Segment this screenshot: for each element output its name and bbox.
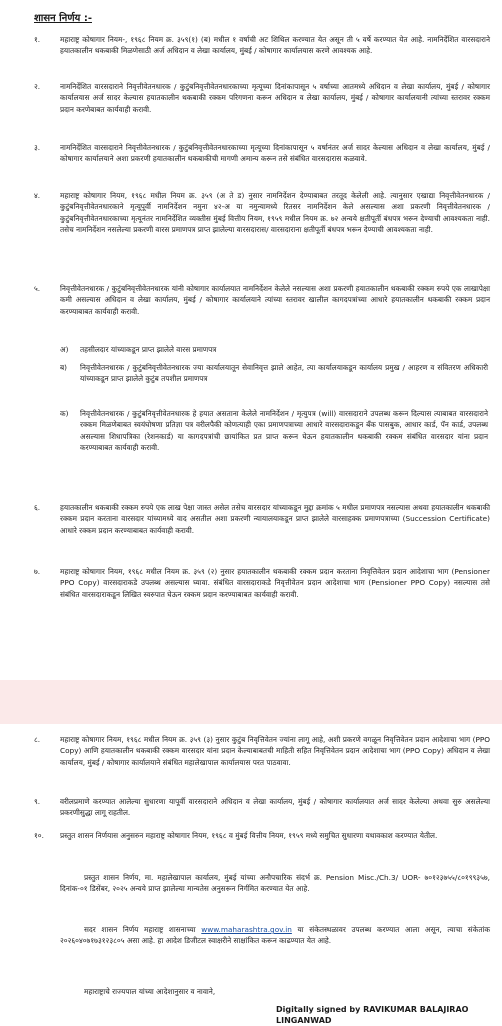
list-item-5: ५. निवृत्तीवेतनधारक / कुटुंबनिवृत्तीवेतनधारक यांनी कोषागार कार्यालयात नामनिर्देशन केलेले नसल्यास अशा प्रकरणी हयातकालीन थकबाकी रक्कम रुपये एक लाखापेक्षा कमी असल्यास अधिदान व लेखा कार्यालय, मुंबई / कोषागार कार्यालयाने त्यांच्या स्तरावर खालील कागदपत्रांच्या आधारे हयातकालीन थकबाकी रक्कम प्रदान करण्याबाबत कार्यवाही करावी. <box>34 284 490 316</box>
digital-signature: Digitally signed by RAVIKUMAR BALAJIRAO LINGANWAD <box>276 1005 469 1025</box>
list-item-8: ८. महाराष्ट्र कोषागार नियम, १९६८ मधील नियम क्र. ३५९ (३) नुसार कुटुंब निवृत्तिवेतन ज्यांना लागू आहे, अशी प्रकरणे वगळून निवृत्तिवेतन प्रदान आदेशाचा भाग (PPO Copy) आणि हयातकालीन थकबाकी रक्कम वारसदार यांना प्रदान केल्याबाबतची माहिती सहित निवृत्तिवेतन प्रदान आदेशाचा भाग (PPO Copy) अधिदान व लेखा कार्यालय, मुंबई / कोषागार कार्यालयाने संबंधित महालेखापाल कार्यालयास परत पाठवावा. <box>34 735 490 767</box>
list-item-2: २. नामनिर्देशित वारसदाराने निवृत्तीवेतनधारक / कुटुंबनिवृत्तीवेतनधारकाच्या मृत्यूच्या दिनांकापासून ५ वर्षाच्या आतमध्ये अधिदान व लेखा कार्यालय, मुंबई / कोषागार कार्यालयास अर्ज सादर केल्यास हयातकालीन थकबाकी रक्कम परिगणना करून अधिदान व लेखा कार्यालय, मुंबई / कोषागार कार्यालयानी त्यांच्या स्तरावर रक्कम प्रदान करणेबाबत कार्यवाही करावी. <box>34 82 490 114</box>
list-item-4: ४. महाराष्ट्र कोषागार नियम, १९६८ मधील नियम क्र. ३५९ (अ ते ड) नुसार नामनिर्देशन देण्याबाबत तरतूद केलेली आहे. त्यानुसार एखाद्या निवृत्तीवेतनधारक / कुटुंबनिवृत्तीवेतनधारकाने मृत्यूपूर्वी नामनिर्देशन नमुना ४२-अ या नमुन्यामध्ये रितसर नामनिर्देशन केले असल्यास अशा प्रकरणी निवृत्तीवेतनधारक / कुटुंबनिवृत्तीवेतनधारकाच्या मृत्यूनंतर नामनिर्देशित व्यक्तीस मुंबई वित्तीय नियम, १९५९ मधील नियम क्र. ७२ अन्वये क्षतीपूर्ती बंधपत्र भरून देण्याची आवश्यकता नाही. तसेच नामनिर्देशन नसलेल्या प्रकरणी वारस प्रमाणपत्र प्राप्त झालेल्या वारसदारास/ वारसदाराना क्षतीपूर्ती बंधपत्र भरून देण्याची आवश्यकता नाही. <box>34 191 490 235</box>
document-page-2 <box>0 724 502 1024</box>
sub-item-a: अ) तहसीलदार यांच्याकडून प्राप्त झालेले वारस प्रमाणपत्र <box>60 345 217 354</box>
list-item-7: ७. महाराष्ट्र कोषागार नियम, १९६८ मधील नियम क्र. ३५९ (२) नुसार हयातकालीन थकबाकी रक्कम प्रदान करताना निवृत्तिवेतन प्रदान आदेशाचा भाग (Pensioner PPO Copy) वारसदाराकडे उपलब्ध असल्यास घ्यावा. संबंधित वारसदाराकडे निवृत्तीवेतन प्रदान आदेशाचा भाग (Pensioner PPO Copy) नसल्यास तसे संबंधित वारसदाराकडून लिखित स्वरुपात घेऊन रक्कम प्रदान करण्याबाबत कार्यवाही करावी. <box>34 567 490 599</box>
list-item-10: १०. प्रस्तुत शासन निर्णयास अनुसरुन महाराष्ट्र कोषागार नियम, १९६८ व मुंबई वित्तीय नियम, १९५९ मध्ये समुचित सुधारणा यथावकाश करण्यात येतील. <box>34 831 438 840</box>
list-item-1: १. महाराष्ट्र कोषागार नियम-, १९६८ नियम क्र. ३५९(१) (ब) मधील १ वर्षाची अट शिथिल करण्यात येत असून ती ५ वर्षे करण्यात येत आहे. नामनिर्देशित वारसदाराने हयातकालीन थकबाकी मिळणेसाठी अर्ज अधिदान व लेखा कार्यालय, मुंबई / कोषागार कार्यालयास करणे आवश्यक आहे. <box>34 35 490 56</box>
website-paragraph: सदर शासन निर्णय महाराष्ट्र शासनाच्या www.maharashtra.gov.in या संकेतस्थळावर उपलब्ध करण्यात आला असून, त्याचा संकेतांक २०२६०४०७१७३१२३८०५ असा आहे. हा आदेश डिजीटल स्वाक्षरीने साक्षांकित करून काढण्यात येत आहे. <box>60 925 490 946</box>
page-separator <box>0 680 502 724</box>
closing-line: महाराष्ट्राचे राज्यपाल यांच्या आदेशानुसार व नावाने, <box>84 987 216 996</box>
section-heading: शासन निर्णय :- <box>34 13 92 24</box>
list-item-9: ९. वरीलप्रमाणे करण्यात आलेल्या सुधारणा यापूर्वी वारसदाराने अधिदान व लेखा कार्यालय, मुंबई / कोषागार कार्यालयात अर्ज सादर केलेल्या अथवा सुरु असलेल्या प्रकरणीसुद्धा लागू राहतील. <box>34 797 490 818</box>
sub-item-b: ब) निवृत्तीवेतनधारक / कुटुंबनिवृत्तीवेतनधारक ज्या कार्यालयातून सेवानिवृत्त झाले आहेत, त्या कार्यालयाकडून कार्यालय प्रमुख / आहरण व संवितरण अधिकारी यांच्याकडून प्राप्त झालेले कुटुंब तपशील प्रमाणपत्र <box>60 363 488 384</box>
list-item-3: ३. नामनिर्देशित वारसदाराने निवृत्तीवेतनधारक / कुटुंबनिवृत्तीवेतनधारकाच्या मृत्यूच्या दिनांकापासून ५ वर्षानंतर अर्ज सादर केल्यास अधिदान व लेखा कार्यालय, मुंबई / कोषागार कार्यालयाने अशा प्रकरणी हयातकालीन थकबाकीची मागणी अमान्य करून तसे संबंधित वारसदारास कळवावे. <box>34 143 490 164</box>
list-item-6: ६. हयातकालीन थकबाकी रक्कम रुपये एक लाख पेक्षा जास्त असेल तसेच वारसदार यांच्याकडून मुद्दा क्रमांक ५ मधील प्रमाणपत्र नसल्यास अथवा हयातकालीन थकबाकी रक्कम प्रदान करताना वारसदार यांच्यामध्ये वाद असतील अशा प्रकरणी न्यायालयाकडून प्राप्त झालेले वारसाहक्क प्रमाणपत्राच्या (Succession Certificate) आधारे रक्कम प्रदान करण्याबाबत कार्यवाही करावी. <box>34 503 490 535</box>
sub-item-c: क) निवृत्तीवेतनधारक / कुटुंबनिवृत्तीवेतनधारक हे हयात असताना केलेले नामनिर्देशन / मृत्युपत्र (will) वारसदाराने उपलब्ध करून दिल्यास त्याबाबत वारसदाराने रक्कम मिळणेबाबत स्वयंघोषणा प्रतिज्ञा पत्र वरीलपैकी कोणत्याही एका प्रमाणपत्राच्या आधारे वारसदाराकडून बँक पासबुक, आधार कार्ड, पॅन कार्ड, उपलब्ध असल्यास शिधापत्रिका (रेशनकार्ड) या कागदपत्रांची छायांकित प्रत प्राप्त करून घेऊन हयातकालीन थकबाकी रक्कम संबंधित वारसदार यांना प्रदान करण्याबाबत कार्यवाही करावी. <box>60 409 488 453</box>
approval-paragraph: प्रस्तुत शासन निर्णय, मा. महालेखापाल कार्यालय, मुंबई यांच्या अनौपचारिक संदर्भ क्र. Pension Misc./Ch.3/ UOR- ७०१२३७५५/८०१९९३५७, दिनांक-०१ डिसेंबर, २०२५ अन्वये प्राप्त झालेल्या मान्यतेस अनुसरून निर्गमित करण्यात येत आहे. <box>60 873 490 894</box>
website-link[interactable]: www.maharashtra.gov.in <box>201 925 292 934</box>
